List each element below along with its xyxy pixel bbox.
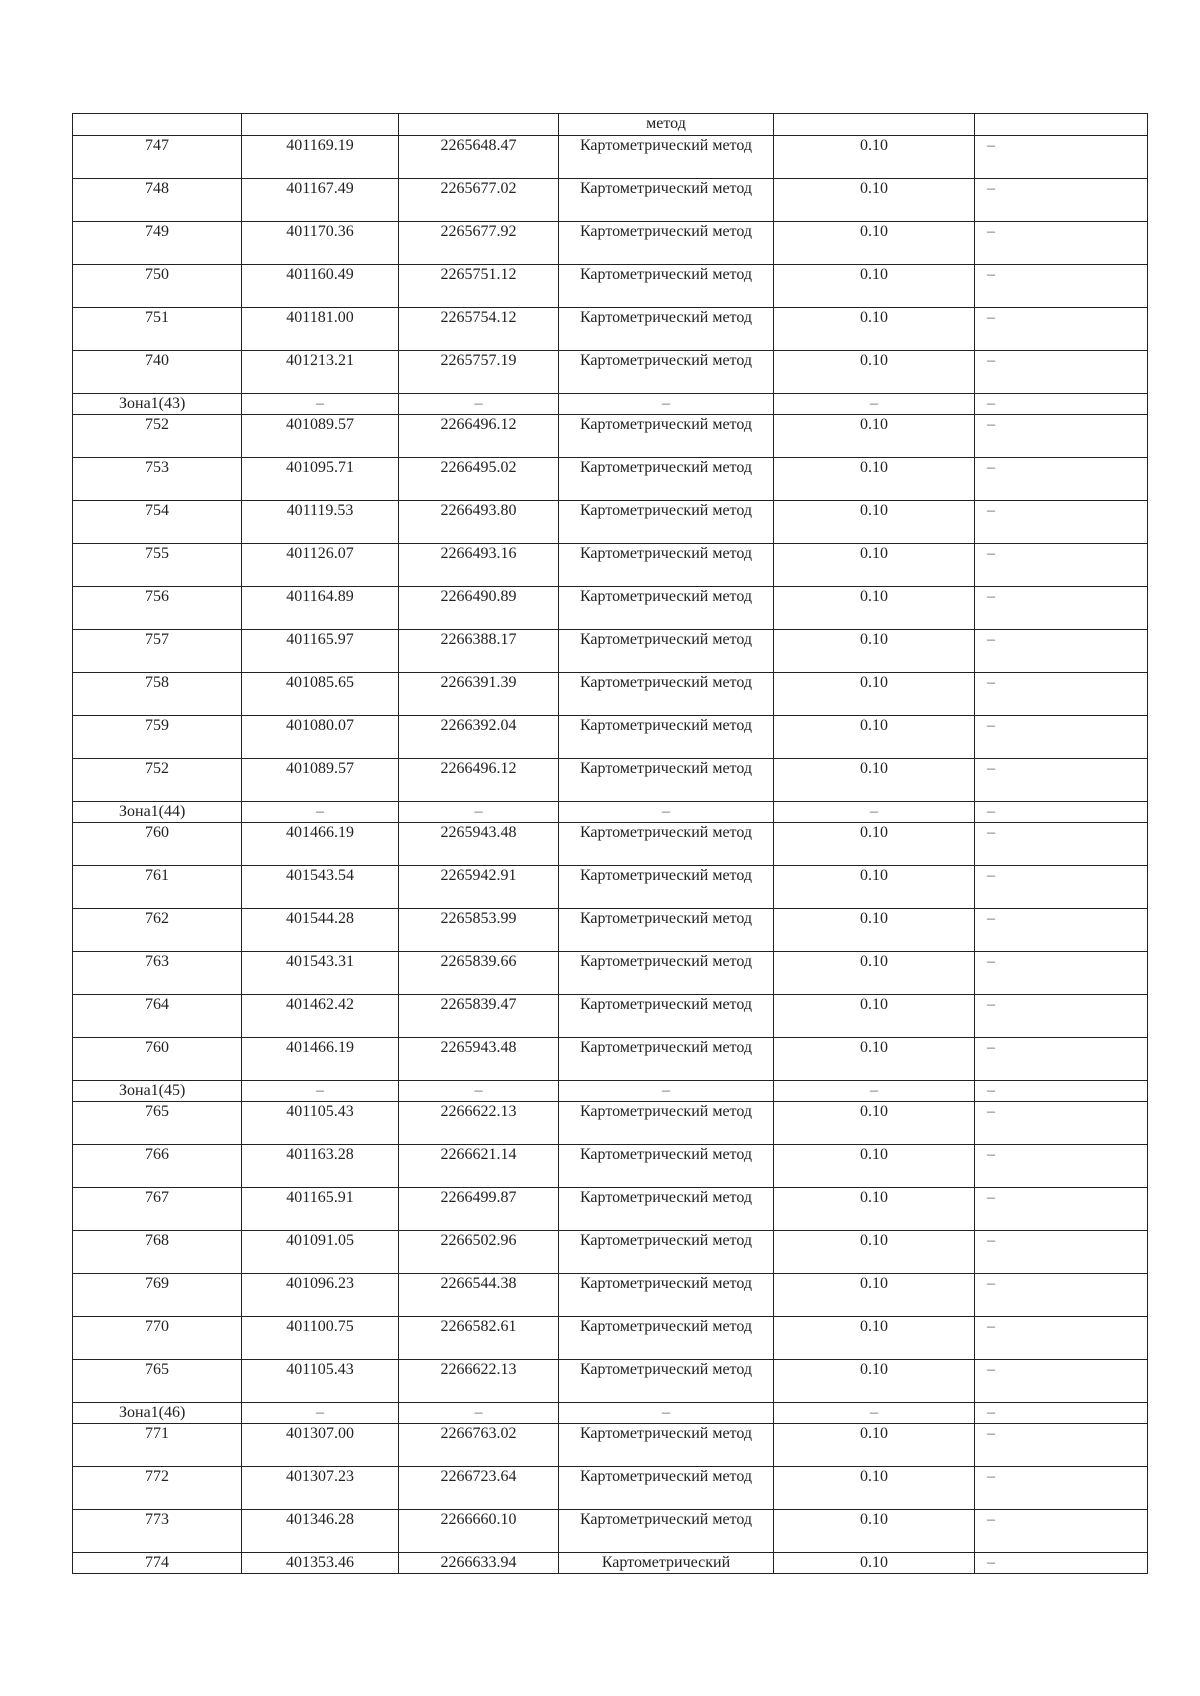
accuracy-cell: 0.10 xyxy=(774,759,975,802)
method-cell: Картометрический метод xyxy=(559,823,774,866)
description-cell: – xyxy=(975,952,1148,995)
table-row xyxy=(73,1102,1148,1145)
x-coordinate-cell: 401165.97 xyxy=(242,630,399,673)
y-coordinate-cell: 2266660.10 xyxy=(399,1510,559,1553)
point-number-cell: 765 xyxy=(73,1360,242,1403)
point-number-cell: 758 xyxy=(73,673,242,716)
method-cell: Картометрический метод xyxy=(559,1467,774,1510)
x-coordinate-cell: 401544.28 xyxy=(242,909,399,952)
x-coordinate-cell xyxy=(242,114,399,136)
y-coordinate-cell: – xyxy=(399,1403,559,1424)
description-cell: – xyxy=(975,394,1148,415)
accuracy-cell: 0.10 xyxy=(774,1145,975,1188)
y-coordinate-cell: 2265648.47 xyxy=(399,136,559,179)
x-coordinate-cell: 401466.19 xyxy=(242,1038,399,1081)
description-cell: – xyxy=(975,1231,1148,1274)
x-coordinate-cell: 401543.31 xyxy=(242,952,399,995)
point-number-cell: Зона1(44) xyxy=(73,802,242,823)
method-cell: Картометрический метод xyxy=(559,630,774,673)
table-row xyxy=(73,1553,1148,1574)
point-number-cell: 752 xyxy=(73,415,242,458)
description-cell: – xyxy=(975,1424,1148,1467)
description-cell: – xyxy=(975,866,1148,909)
x-coordinate-cell: 401119.53 xyxy=(242,501,399,544)
x-coordinate-cell: 401213.21 xyxy=(242,351,399,394)
y-coordinate-cell: 2265943.48 xyxy=(399,1038,559,1081)
accuracy-cell: 0.10 xyxy=(774,222,975,265)
y-coordinate-cell: – xyxy=(399,1081,559,1102)
method-cell: Картометрический метод xyxy=(559,1038,774,1081)
x-coordinate-cell: 401105.43 xyxy=(242,1102,399,1145)
y-coordinate-cell: 2266391.39 xyxy=(399,673,559,716)
point-number-cell: 766 xyxy=(73,1145,242,1188)
x-coordinate-cell: 401091.05 xyxy=(242,1231,399,1274)
y-coordinate-cell: 2266496.12 xyxy=(399,759,559,802)
point-number-cell: Зона1(45) xyxy=(73,1081,242,1102)
x-coordinate-cell: 401105.43 xyxy=(242,1360,399,1403)
x-coordinate-cell: 401089.57 xyxy=(242,759,399,802)
table-row xyxy=(73,823,1148,866)
x-coordinate-cell: 401543.54 xyxy=(242,866,399,909)
accuracy-cell: 0.10 xyxy=(774,823,975,866)
description-cell: – xyxy=(975,1553,1148,1574)
zone-header-row xyxy=(73,802,1148,823)
x-coordinate-cell: 401126.07 xyxy=(242,544,399,587)
accuracy-cell: 0.10 xyxy=(774,1038,975,1081)
point-number-cell: 768 xyxy=(73,1231,242,1274)
method-cell: Картометрический метод xyxy=(559,308,774,351)
x-coordinate-cell: 401080.07 xyxy=(242,716,399,759)
accuracy-cell: 0.10 xyxy=(774,501,975,544)
point-number-cell: 756 xyxy=(73,587,242,630)
description-cell: – xyxy=(975,802,1148,823)
table-row xyxy=(73,1467,1148,1510)
x-coordinate-cell: – xyxy=(242,394,399,415)
x-coordinate-cell: – xyxy=(242,1403,399,1424)
accuracy-cell: 0.10 xyxy=(774,1510,975,1553)
method-cell: Картометрический метод xyxy=(559,759,774,802)
point-number-cell: 773 xyxy=(73,1510,242,1553)
description-cell: – xyxy=(975,1145,1148,1188)
point-number-cell: 772 xyxy=(73,1467,242,1510)
method-cell: – xyxy=(559,1081,774,1102)
method-cell: Картометрический метод xyxy=(559,995,774,1038)
method-cell: Картометрический xyxy=(559,1553,774,1574)
y-coordinate-cell: 2266544.38 xyxy=(399,1274,559,1317)
y-coordinate-cell: – xyxy=(399,802,559,823)
description-cell: – xyxy=(975,1188,1148,1231)
x-coordinate-cell: 401462.42 xyxy=(242,995,399,1038)
description-cell: – xyxy=(975,1403,1148,1424)
y-coordinate-cell: 2266499.87 xyxy=(399,1188,559,1231)
accuracy-cell: 0.10 xyxy=(774,866,975,909)
description-cell: – xyxy=(975,179,1148,222)
table-row xyxy=(73,222,1148,265)
accuracy-cell: 0.10 xyxy=(774,630,975,673)
point-number-cell: 754 xyxy=(73,501,242,544)
x-coordinate-cell: 401353.46 xyxy=(242,1553,399,1574)
y-coordinate-cell: 2266621.14 xyxy=(399,1145,559,1188)
method-cell: Картометрический метод xyxy=(559,415,774,458)
description-cell: – xyxy=(975,1467,1148,1510)
y-coordinate-cell: 2266723.64 xyxy=(399,1467,559,1510)
table-row xyxy=(73,909,1148,952)
y-coordinate-cell: – xyxy=(399,394,559,415)
description-cell: – xyxy=(975,1081,1148,1102)
accuracy-cell: 0.10 xyxy=(774,587,975,630)
method-cell: Картометрический метод xyxy=(559,544,774,587)
y-coordinate-cell: 2265754.12 xyxy=(399,308,559,351)
point-number-cell: 771 xyxy=(73,1424,242,1467)
x-coordinate-cell: 401096.23 xyxy=(242,1274,399,1317)
accuracy-cell: 0.10 xyxy=(774,1317,975,1360)
y-coordinate-cell: 2265942.91 xyxy=(399,866,559,909)
accuracy-cell: – xyxy=(774,1081,975,1102)
table-row xyxy=(73,351,1148,394)
accuracy-cell: 0.10 xyxy=(774,265,975,308)
x-coordinate-cell: 401169.19 xyxy=(242,136,399,179)
y-coordinate-cell: 2266496.12 xyxy=(399,415,559,458)
x-coordinate-cell: 401181.00 xyxy=(242,308,399,351)
description-cell: – xyxy=(975,265,1148,308)
table-row xyxy=(73,1510,1148,1553)
accuracy-cell: 0.10 xyxy=(774,136,975,179)
table-row xyxy=(73,458,1148,501)
method-cell: Картометрический метод xyxy=(559,351,774,394)
table-row xyxy=(73,501,1148,544)
point-number-cell: 760 xyxy=(73,1038,242,1081)
method-cell: Картометрический метод xyxy=(559,1510,774,1553)
method-cell: Картометрический метод xyxy=(559,866,774,909)
point-number-cell: 757 xyxy=(73,630,242,673)
table-row xyxy=(73,1231,1148,1274)
point-number-cell: 749 xyxy=(73,222,242,265)
table-row xyxy=(73,716,1148,759)
description-cell: – xyxy=(975,1317,1148,1360)
point-number-cell: 770 xyxy=(73,1317,242,1360)
accuracy-cell: – xyxy=(774,394,975,415)
description-cell: – xyxy=(975,673,1148,716)
x-coordinate-cell: 401089.57 xyxy=(242,415,399,458)
coordinates-table xyxy=(72,113,1148,1574)
description-cell: – xyxy=(975,909,1148,952)
x-coordinate-cell: 401164.89 xyxy=(242,587,399,630)
y-coordinate-cell: 2266763.02 xyxy=(399,1424,559,1467)
point-number-cell: 753 xyxy=(73,458,242,501)
method-cell: Картометрический метод xyxy=(559,501,774,544)
x-coordinate-cell: 401346.28 xyxy=(242,1510,399,1553)
description-cell: – xyxy=(975,458,1148,501)
x-coordinate-cell: 401085.65 xyxy=(242,673,399,716)
description-cell: – xyxy=(975,1102,1148,1145)
x-coordinate-cell: 401100.75 xyxy=(242,1317,399,1360)
method-cell: Картометрический метод xyxy=(559,1360,774,1403)
description-cell: – xyxy=(975,759,1148,802)
table-row xyxy=(73,1274,1148,1317)
y-coordinate-cell xyxy=(399,114,559,136)
y-coordinate-cell: 2266622.13 xyxy=(399,1102,559,1145)
accuracy-cell xyxy=(774,114,975,136)
accuracy-cell: 0.10 xyxy=(774,995,975,1038)
point-number-cell: 774 xyxy=(73,1553,242,1574)
point-number-cell: 755 xyxy=(73,544,242,587)
method-cell: Картометрический метод xyxy=(559,909,774,952)
x-coordinate-cell: – xyxy=(242,802,399,823)
y-coordinate-cell: 2266495.02 xyxy=(399,458,559,501)
table-row xyxy=(73,1317,1148,1360)
accuracy-cell: 0.10 xyxy=(774,1424,975,1467)
y-coordinate-cell: 2266388.17 xyxy=(399,630,559,673)
accuracy-cell: 0.10 xyxy=(774,544,975,587)
x-coordinate-cell: 401307.00 xyxy=(242,1424,399,1467)
accuracy-cell: 0.10 xyxy=(774,1274,975,1317)
description-cell: – xyxy=(975,501,1148,544)
table-row xyxy=(73,1188,1148,1231)
description-cell: – xyxy=(975,716,1148,759)
method-cell: Картометрический метод xyxy=(559,179,774,222)
accuracy-cell: 0.10 xyxy=(774,415,975,458)
description-cell xyxy=(975,114,1148,136)
method-cell: Картометрический метод xyxy=(559,1188,774,1231)
point-number-cell: Зона1(46) xyxy=(73,1403,242,1424)
point-number-cell: 759 xyxy=(73,716,242,759)
accuracy-cell: 0.10 xyxy=(774,1467,975,1510)
description-cell: – xyxy=(975,415,1148,458)
point-number-cell: 750 xyxy=(73,265,242,308)
method-cell: Картометрический метод xyxy=(559,458,774,501)
table-row xyxy=(73,995,1148,1038)
x-coordinate-cell: 401307.23 xyxy=(242,1467,399,1510)
accuracy-cell: 0.10 xyxy=(774,1360,975,1403)
point-number-cell: 760 xyxy=(73,823,242,866)
description-cell: – xyxy=(975,544,1148,587)
y-coordinate-cell: 2266622.13 xyxy=(399,1360,559,1403)
y-coordinate-cell: 2266633.94 xyxy=(399,1553,559,1574)
y-coordinate-cell: 2266493.16 xyxy=(399,544,559,587)
method-cell: Картометрический метод xyxy=(559,1274,774,1317)
method-cell: Картометрический метод xyxy=(559,222,774,265)
table-row xyxy=(73,265,1148,308)
description-cell: – xyxy=(975,136,1148,179)
description-cell: – xyxy=(975,1038,1148,1081)
table-row xyxy=(73,587,1148,630)
method-cell: Картометрический метод xyxy=(559,136,774,179)
point-number-cell: 752 xyxy=(73,759,242,802)
table-row xyxy=(73,1424,1148,1467)
table-row xyxy=(73,759,1148,802)
continuation-row xyxy=(73,114,1148,136)
method-cell: – xyxy=(559,394,774,415)
y-coordinate-cell: 2265839.47 xyxy=(399,995,559,1038)
point-number-cell: Зона1(43) xyxy=(73,394,242,415)
accuracy-cell: 0.10 xyxy=(774,1188,975,1231)
point-number-cell xyxy=(73,114,242,136)
x-coordinate-cell: 401165.91 xyxy=(242,1188,399,1231)
point-number-cell: 740 xyxy=(73,351,242,394)
y-coordinate-cell: 2266582.61 xyxy=(399,1317,559,1360)
point-number-cell: 765 xyxy=(73,1102,242,1145)
accuracy-cell: 0.10 xyxy=(774,673,975,716)
zone-header-row xyxy=(73,394,1148,415)
method-cell: Картометрический метод xyxy=(559,716,774,759)
table-row xyxy=(73,1038,1148,1081)
x-coordinate-cell: 401160.49 xyxy=(242,265,399,308)
y-coordinate-cell: 2266392.04 xyxy=(399,716,559,759)
method-cell: метод xyxy=(559,114,774,136)
description-cell: – xyxy=(975,222,1148,265)
method-cell: Картометрический метод xyxy=(559,1424,774,1467)
description-cell: – xyxy=(975,351,1148,394)
table-row xyxy=(73,673,1148,716)
x-coordinate-cell: 401167.49 xyxy=(242,179,399,222)
accuracy-cell: 0.10 xyxy=(774,308,975,351)
method-cell: Картометрический метод xyxy=(559,587,774,630)
point-number-cell: 767 xyxy=(73,1188,242,1231)
method-cell: Картометрический метод xyxy=(559,673,774,716)
method-cell: – xyxy=(559,802,774,823)
description-cell: – xyxy=(975,630,1148,673)
method-cell: Картометрический метод xyxy=(559,952,774,995)
x-coordinate-cell: – xyxy=(242,1081,399,1102)
table-row xyxy=(73,1145,1148,1188)
accuracy-cell: 0.10 xyxy=(774,1231,975,1274)
point-number-cell: 761 xyxy=(73,866,242,909)
y-coordinate-cell: 2265677.92 xyxy=(399,222,559,265)
point-number-cell: 769 xyxy=(73,1274,242,1317)
table-row xyxy=(73,952,1148,995)
accuracy-cell: 0.10 xyxy=(774,351,975,394)
accuracy-cell: 0.10 xyxy=(774,716,975,759)
point-number-cell: 762 xyxy=(73,909,242,952)
method-cell: Картометрический метод xyxy=(559,1102,774,1145)
y-coordinate-cell: 2265853.99 xyxy=(399,909,559,952)
x-coordinate-cell: 401466.19 xyxy=(242,823,399,866)
method-cell: Картометрический метод xyxy=(559,265,774,308)
x-coordinate-cell: 401095.71 xyxy=(242,458,399,501)
y-coordinate-cell: 2265839.66 xyxy=(399,952,559,995)
table-row xyxy=(73,308,1148,351)
description-cell: – xyxy=(975,1360,1148,1403)
method-cell: – xyxy=(559,1403,774,1424)
table-row xyxy=(73,866,1148,909)
zone-header-row xyxy=(73,1403,1148,1424)
point-number-cell: 763 xyxy=(73,952,242,995)
accuracy-cell: 0.10 xyxy=(774,179,975,222)
accuracy-cell: 0.10 xyxy=(774,952,975,995)
description-cell: – xyxy=(975,1510,1148,1553)
description-cell: – xyxy=(975,587,1148,630)
description-cell: – xyxy=(975,995,1148,1038)
method-cell: Картометрический метод xyxy=(559,1145,774,1188)
y-coordinate-cell: 2266502.96 xyxy=(399,1231,559,1274)
accuracy-cell: 0.10 xyxy=(774,909,975,952)
table-row xyxy=(73,544,1148,587)
accuracy-cell: 0.10 xyxy=(774,458,975,501)
x-coordinate-cell: 401163.28 xyxy=(242,1145,399,1188)
point-number-cell: 751 xyxy=(73,308,242,351)
y-coordinate-cell: 2265943.48 xyxy=(399,823,559,866)
y-coordinate-cell: 2265757.19 xyxy=(399,351,559,394)
y-coordinate-cell: 2265677.02 xyxy=(399,179,559,222)
y-coordinate-cell: 2266493.80 xyxy=(399,501,559,544)
x-coordinate-cell: 401170.36 xyxy=(242,222,399,265)
table-row xyxy=(73,179,1148,222)
table-row xyxy=(73,136,1148,179)
accuracy-cell: – xyxy=(774,802,975,823)
method-cell: Картометрический метод xyxy=(559,1317,774,1360)
description-cell: – xyxy=(975,308,1148,351)
point-number-cell: 764 xyxy=(73,995,242,1038)
table-row xyxy=(73,1360,1148,1403)
point-number-cell: 748 xyxy=(73,179,242,222)
description-cell: – xyxy=(975,1274,1148,1317)
y-coordinate-cell: 2266490.89 xyxy=(399,587,559,630)
accuracy-cell: – xyxy=(774,1403,975,1424)
accuracy-cell: 0.10 xyxy=(774,1102,975,1145)
zone-header-row xyxy=(73,1081,1148,1102)
table-body xyxy=(73,114,1148,1574)
description-cell: – xyxy=(975,823,1148,866)
y-coordinate-cell: 2265751.12 xyxy=(399,265,559,308)
point-number-cell: 747 xyxy=(73,136,242,179)
table-row xyxy=(73,630,1148,673)
table-row xyxy=(73,415,1148,458)
accuracy-cell: 0.10 xyxy=(774,1553,975,1574)
method-cell: Картометрический метод xyxy=(559,1231,774,1274)
